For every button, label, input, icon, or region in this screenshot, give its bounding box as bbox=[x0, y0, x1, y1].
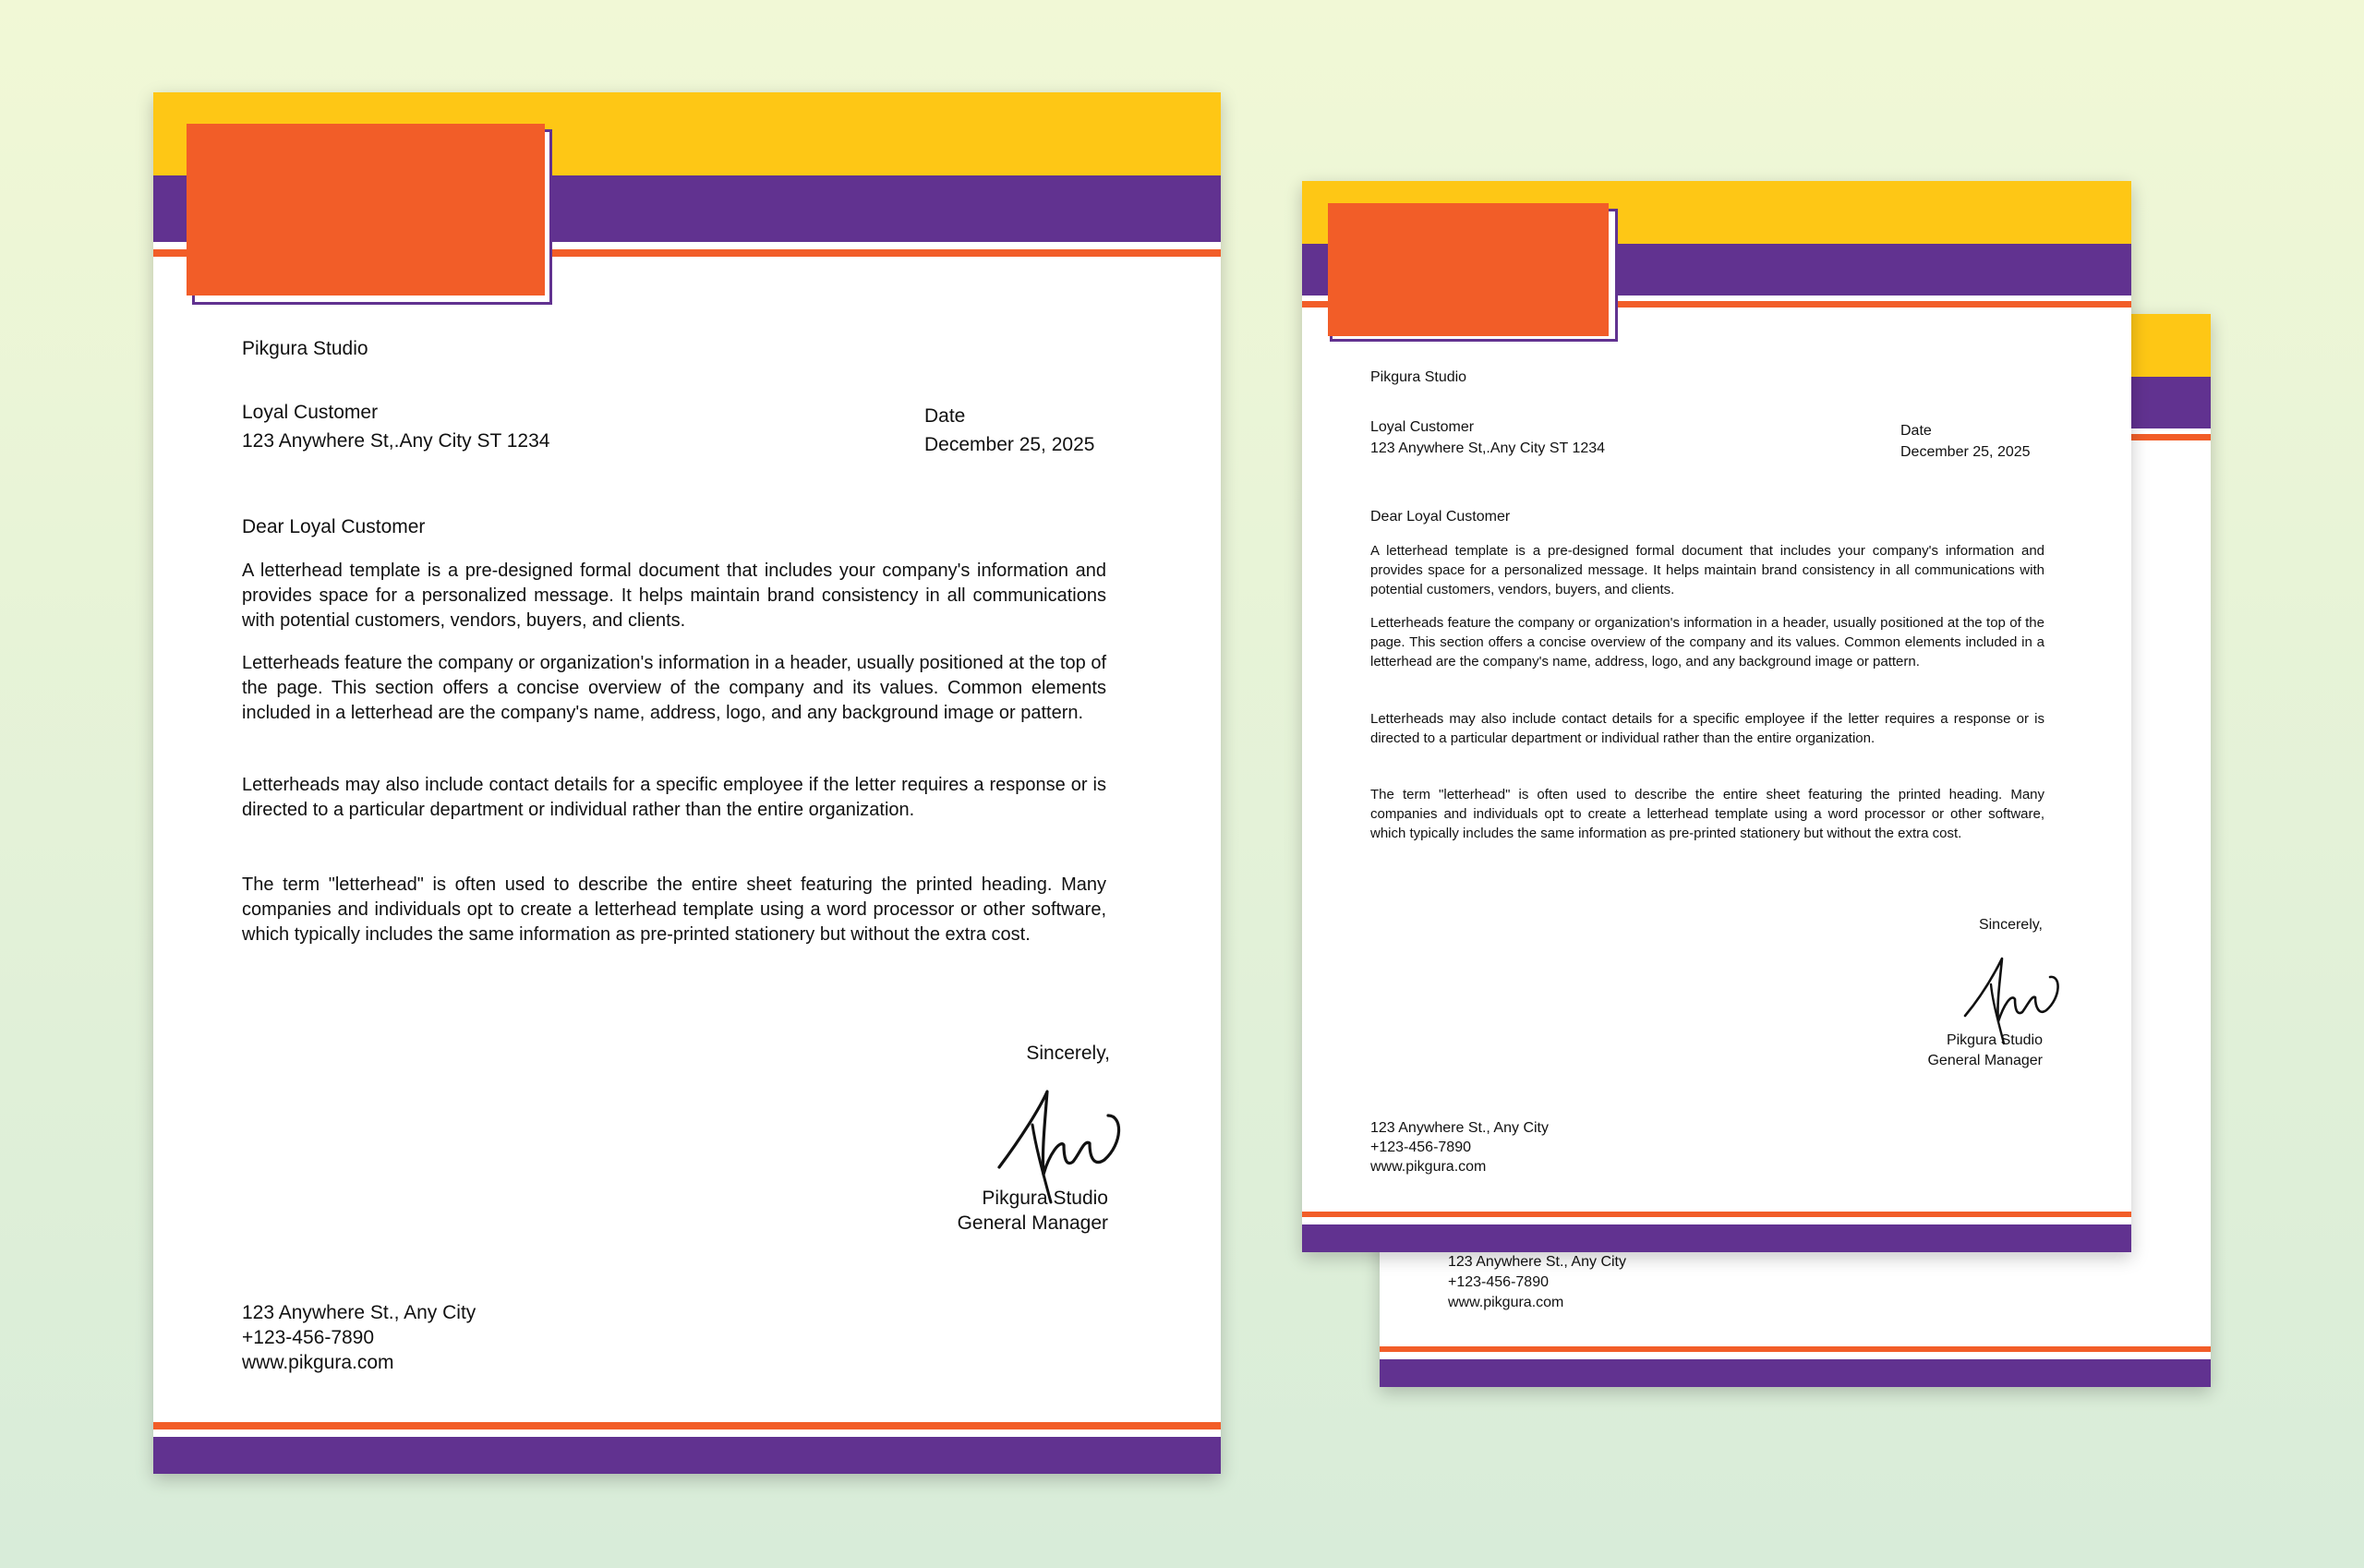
footer-phone: +123-456-7890 bbox=[242, 1327, 375, 1348]
footer-purple-band bbox=[153, 1437, 1221, 1474]
logo-block bbox=[187, 124, 545, 296]
recipient-name: Loyal Customer bbox=[1370, 419, 1475, 435]
footer-orange-rule bbox=[153, 1422, 1221, 1429]
body-paragraph-2: Letterheads feature the company or organization's information in a header, usually positioned at the top of the page. This section offers a concise overview of the company and its values. Common elements included in a letterhead are the company's name, address, logo, and any background image or pattern. bbox=[1370, 615, 2044, 669]
footer-phone: +123-456-7890 bbox=[1448, 1274, 1549, 1290]
signer-title: General Manager bbox=[1927, 1053, 2043, 1068]
footer-website: www.pikgura.com bbox=[1370, 1159, 1487, 1175]
company-name: Pikgura Studio bbox=[242, 338, 368, 359]
logo-block bbox=[1328, 203, 1609, 336]
footer-phone: +123-456-7890 bbox=[1370, 1140, 1471, 1155]
recipient-name: Loyal Customer bbox=[242, 402, 379, 423]
body-paragraph-2: Letterheads feature the company or organization's information in a header, usually positioned at the top of the page. This section offers a concise overview of the company and its values. Common elements included in a letterhead are the company's name, address, logo, and any background image or pattern. bbox=[242, 653, 1106, 723]
body-paragraph-3: Letterheads may also include contact details for a specific employee if the letter requires a response or is directed to a particular department or individual rather than the entire organization. bbox=[242, 775, 1106, 820]
footer-purple-band bbox=[1302, 1224, 2131, 1252]
body-paragraph-1: A letterhead template is a pre-designed formal document that includes your company's information and provides space for a personalized message. It helps maintain brand consistency in all communications with potential customers, vendors, buyers, and clients. bbox=[242, 561, 1106, 631]
footer-website: www.pikgura.com bbox=[1448, 1295, 1564, 1310]
body-paragraph-4: The term "letterhead" is often used to describe the entire sheet featuring the printed heading. Many companies and individuals opt to create a letterhead template using a word processor or other software, which typically includes the same information as pre-printed stationery but without the extra cost. bbox=[242, 874, 1106, 945]
date-label: Date bbox=[924, 405, 966, 427]
footer-address: 123 Anywhere St., Any City bbox=[1370, 1120, 1549, 1136]
recipient-address: 123 Anywhere St,.Any City ST 1234 bbox=[1370, 440, 1606, 456]
salutation: Dear Loyal Customer bbox=[1370, 509, 1511, 525]
date-value: December 25, 2025 bbox=[1900, 444, 2031, 460]
signer-name: Pikgura Studio bbox=[982, 1188, 1108, 1209]
signer-name: Pikgura Studio bbox=[1946, 1032, 2043, 1048]
salutation: Dear Loyal Customer bbox=[242, 516, 426, 537]
footer-orange-rule bbox=[1380, 1346, 2211, 1352]
body-paragraph-1: A letterhead template is a pre-designed formal document that includes your company's information and provides space for a personalized message. It helps maintain brand consistency in all communications with potential customers, vendors, buyers, and clients. bbox=[1370, 543, 2044, 597]
footer-address: 123 Anywhere St., Any City bbox=[1448, 1254, 1626, 1270]
footer-address: 123 Anywhere St., Any City bbox=[242, 1302, 476, 1323]
date-label: Date bbox=[1900, 423, 1932, 439]
company-name: Pikgura Studio bbox=[1370, 369, 1467, 385]
body-paragraph-3: Letterheads may also include contact details for a specific employee if the letter requires a response or is directed to a particular department or individual rather than the entire organization. bbox=[1370, 711, 2044, 746]
footer-website: www.pikgura.com bbox=[242, 1352, 394, 1373]
letterhead-page-large bbox=[153, 92, 1221, 1474]
closing: Sincerely, bbox=[1026, 1043, 1110, 1064]
date-value: December 25, 2025 bbox=[924, 434, 1095, 455]
signer-title: General Manager bbox=[957, 1212, 1108, 1234]
body-paragraph-4: The term "letterhead" is often used to describe the entire sheet featuring the printed heading. Many companies and individuals opt to create a letterhead template using a word processor or other software, which typically includes the same information as pre-printed stationery but without the extra cost. bbox=[1370, 787, 2044, 841]
closing: Sincerely, bbox=[1978, 917, 2043, 933]
footer-purple-band bbox=[1380, 1359, 2211, 1387]
recipient-address: 123 Anywhere St,.Any City ST 1234 bbox=[242, 430, 550, 452]
footer-orange-rule bbox=[1302, 1212, 2131, 1217]
letterhead-page-small bbox=[1302, 181, 2131, 1252]
